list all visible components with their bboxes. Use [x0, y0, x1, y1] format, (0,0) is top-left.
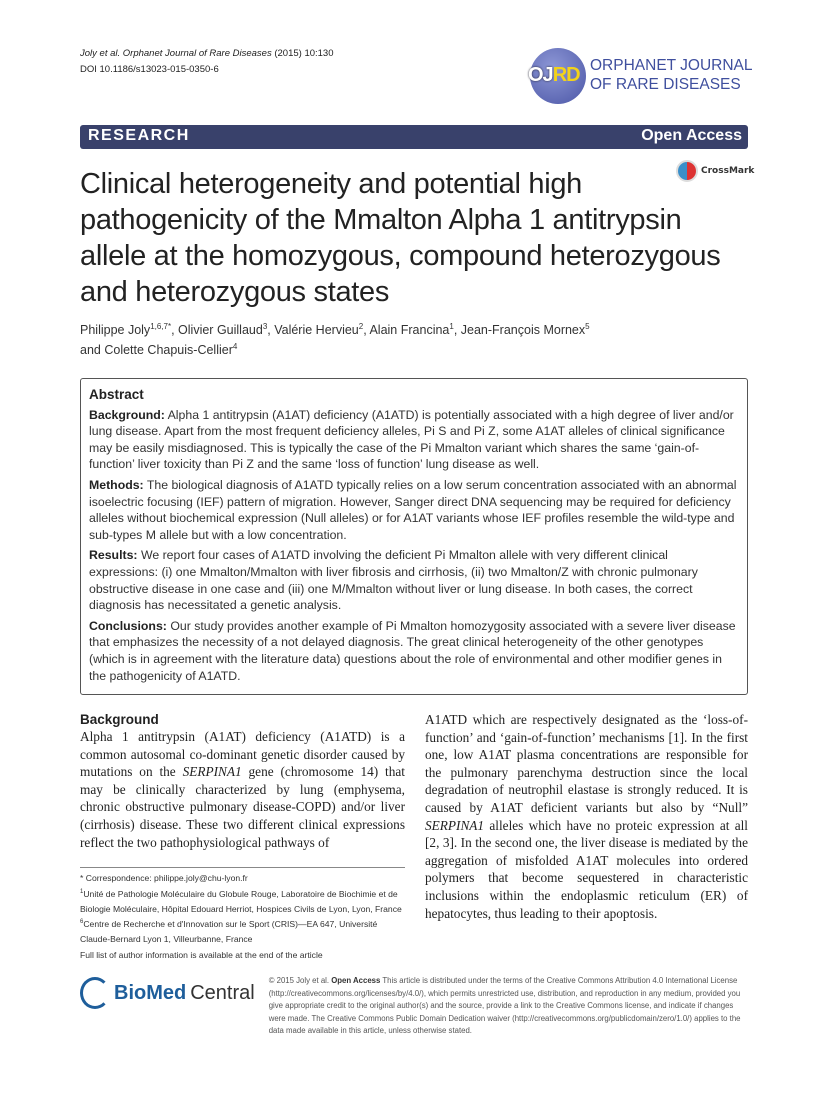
article-content	[80, 166, 748, 1038]
biomed-central-logo: BioMed Central	[80, 977, 255, 1009]
abstract-results: Results: We report four cases of A1ATD involving the deficient Pi Mmalton allele with very different clinical expressions: (i) one Mmalton/Mmalton with liver fibrosis and cirrhosis, (ii) two Mmalton/Z with chronic pulmonary obstructive disease in one case and (iii) one M/Mmalton without liver or lung disease. In both cases, the correct diagnosis has necessitated a genetic analysis.	[89, 548, 698, 613]
crossmark-spacer	[666, 166, 748, 196]
affiliation-6: $^6$Centre de Recherche et d'Innovation sur le Sport (CRIS)—EA 647, Université Claude-Bernard Lyon 1, Villeurbanne, France	[80, 919, 378, 945]
doi[interactable]: DOI 10.1186/s13023-015-0350-6	[80, 64, 219, 75]
cite-authors: Joly et al.	[80, 48, 121, 59]
affiliation-1: $^1$Unité de Pathologie Moléculaire du Globule Rouge, Laboratoire de Biochimie et de Biologie Moléculaire, Hôpital Edouard Herriot, Hospices Civils de Lyon, Lyon, France	[80, 888, 402, 914]
cite-journal: Orphanet Journal of Rare Diseases	[122, 48, 272, 59]
author-list: Philippe Joly$^{1,6,7*}$, Olivier Guillaud$^3$, Valérie Hervieu$^2$, Alain Francina$^1$, Jean-François Mornex$^5$ and Colette Chapuis-Cellier$^4$	[80, 321, 590, 357]
body-paragraph: Alpha 1 antitrypsin (A1AT) deficiency (A1ATD) is a common autosomal co-dominant genetic disorder caused by mutations on the SERPINA1 gene (chromosome 14) that may be clinically characterized by lung (emphysema, chronic obstructive pulmonary disease-COPD) and/or liver (cirrhosis) disease. These two different clinical expressions reflect the two pathophysiological pathways of	[80, 729, 405, 850]
abstract-background: Background: Alpha 1 antitrypsin (A1AT) deficiency (A1ATD) is potentially associated with a high degree of liver and/or lung disease. Apart from the most frequent deficiency alleles, Pi S and Pi Z, some A1AT alleles of clinical significance may be easily misdiagnosed. This is typically the case of the Pi Mmalton variant which shares the same ‘gain-of-function’ liver toxicity than Pi Z and the same ‘loss of function’ lung disease as well.	[89, 407, 734, 472]
body-left-column	[80, 711, 405, 963]
body-columns	[80, 711, 748, 963]
cite-volume: (2015) 10:130	[274, 48, 334, 59]
abstract-box	[80, 378, 748, 695]
section-heading-background: Background	[80, 712, 159, 728]
body-paragraph: A1ATD which are respectively designated as the ‘loss-of-function’ and ‘gain-of-function’ mechanisms [1]. In the first one, low A1AT plasma concentrations are responsible for the pulmonary parenchyma destruction since the local degradation of neutrophil elastase is strongly reduced. It is caused by A1AT deficient variants but also by “Null” SERPINA1 alleles which have no proteic expression at all [2, 3]. In the second one, the liver disease is mediated by the aggregation of misfolded A1AT molecules into ordered polymers that become sequestered in characteristic inclusions within the endoplasmic reticulum (ER) of hepatocytes, thus leading to their apoptosis.	[425, 712, 748, 921]
page-footer	[80, 975, 748, 1038]
journal-name: ORPHANET JOURNAL OF RARE DISEASES	[590, 57, 753, 93]
footnote-divider	[80, 867, 405, 868]
article-title-wrapper	[80, 166, 748, 310]
article-type: RESEARCH	[88, 127, 190, 144]
author-info-note: Full list of author information is available at the end of the article	[80, 949, 323, 960]
footnotes	[80, 871, 405, 963]
article-title: Clinical heterogeneity and potential high pathogenicity of the Mmalton Alpha 1 antitrypsin allele at the homozygous, compound heterozygous and heterozygous states	[80, 168, 721, 308]
citation-header	[80, 46, 334, 78]
bmc-ring-icon	[80, 977, 110, 1009]
article-type-banner	[80, 125, 748, 149]
abstract-methods: Methods: The biological diagnosis of A1ATD typically relies on a low serum concentration associated with an abnormal isoelectric focusing (IEF) pattern of migration. However, Sanger direct DNA sequencing may be required for deficiency alleles without biochemical expression (Null alleles) or for A1AT variants whose IEF profiles resemble the wild-type and sub-types M allele but with a low concentration.	[89, 477, 737, 542]
body-right-column	[425, 711, 748, 922]
license-text: © 2015 Joly et al. Open Access This article is distributed under the terms of the Creative Commons Attribution 4.0 International License (http://creativecommons.org/licenses/by/4.0/), which permits unrestricted use, distribution, and reproduction in any medium, provided you give appropriate credit to the original author(s) and the source, provide a link to the Creative Commons license, and indicate if changes were made. The Creative Commons Public Domain Dedication waiver (http://creativecommons.org/publicdomain/zero/1.0/) applies to the data made available in this article, unless otherwise stated.	[268, 976, 741, 1036]
abstract-conclusions: Conclusions: Our study provides another example of Pi Mmalton homozygosity associated with a severe liver disease that emphasizes the necessity of a not delayed diagnosis. The great clinical heterogeneity of the other genotypes (which is in agreement with the literature data) questions about the role of environmental and other modifier genes in the pathogenicity of A1ATD.	[89, 618, 736, 683]
crossmark-button[interactable]: CrossMark	[676, 160, 754, 182]
ojrd-logo-text: OJRD	[528, 64, 580, 86]
correspondence[interactable]: * Correspondence: philippe.joly@chu-lyon.fr	[80, 873, 248, 884]
abstract-heading: Abstract	[89, 387, 144, 402]
open-access-label: Open Access	[641, 127, 742, 144]
